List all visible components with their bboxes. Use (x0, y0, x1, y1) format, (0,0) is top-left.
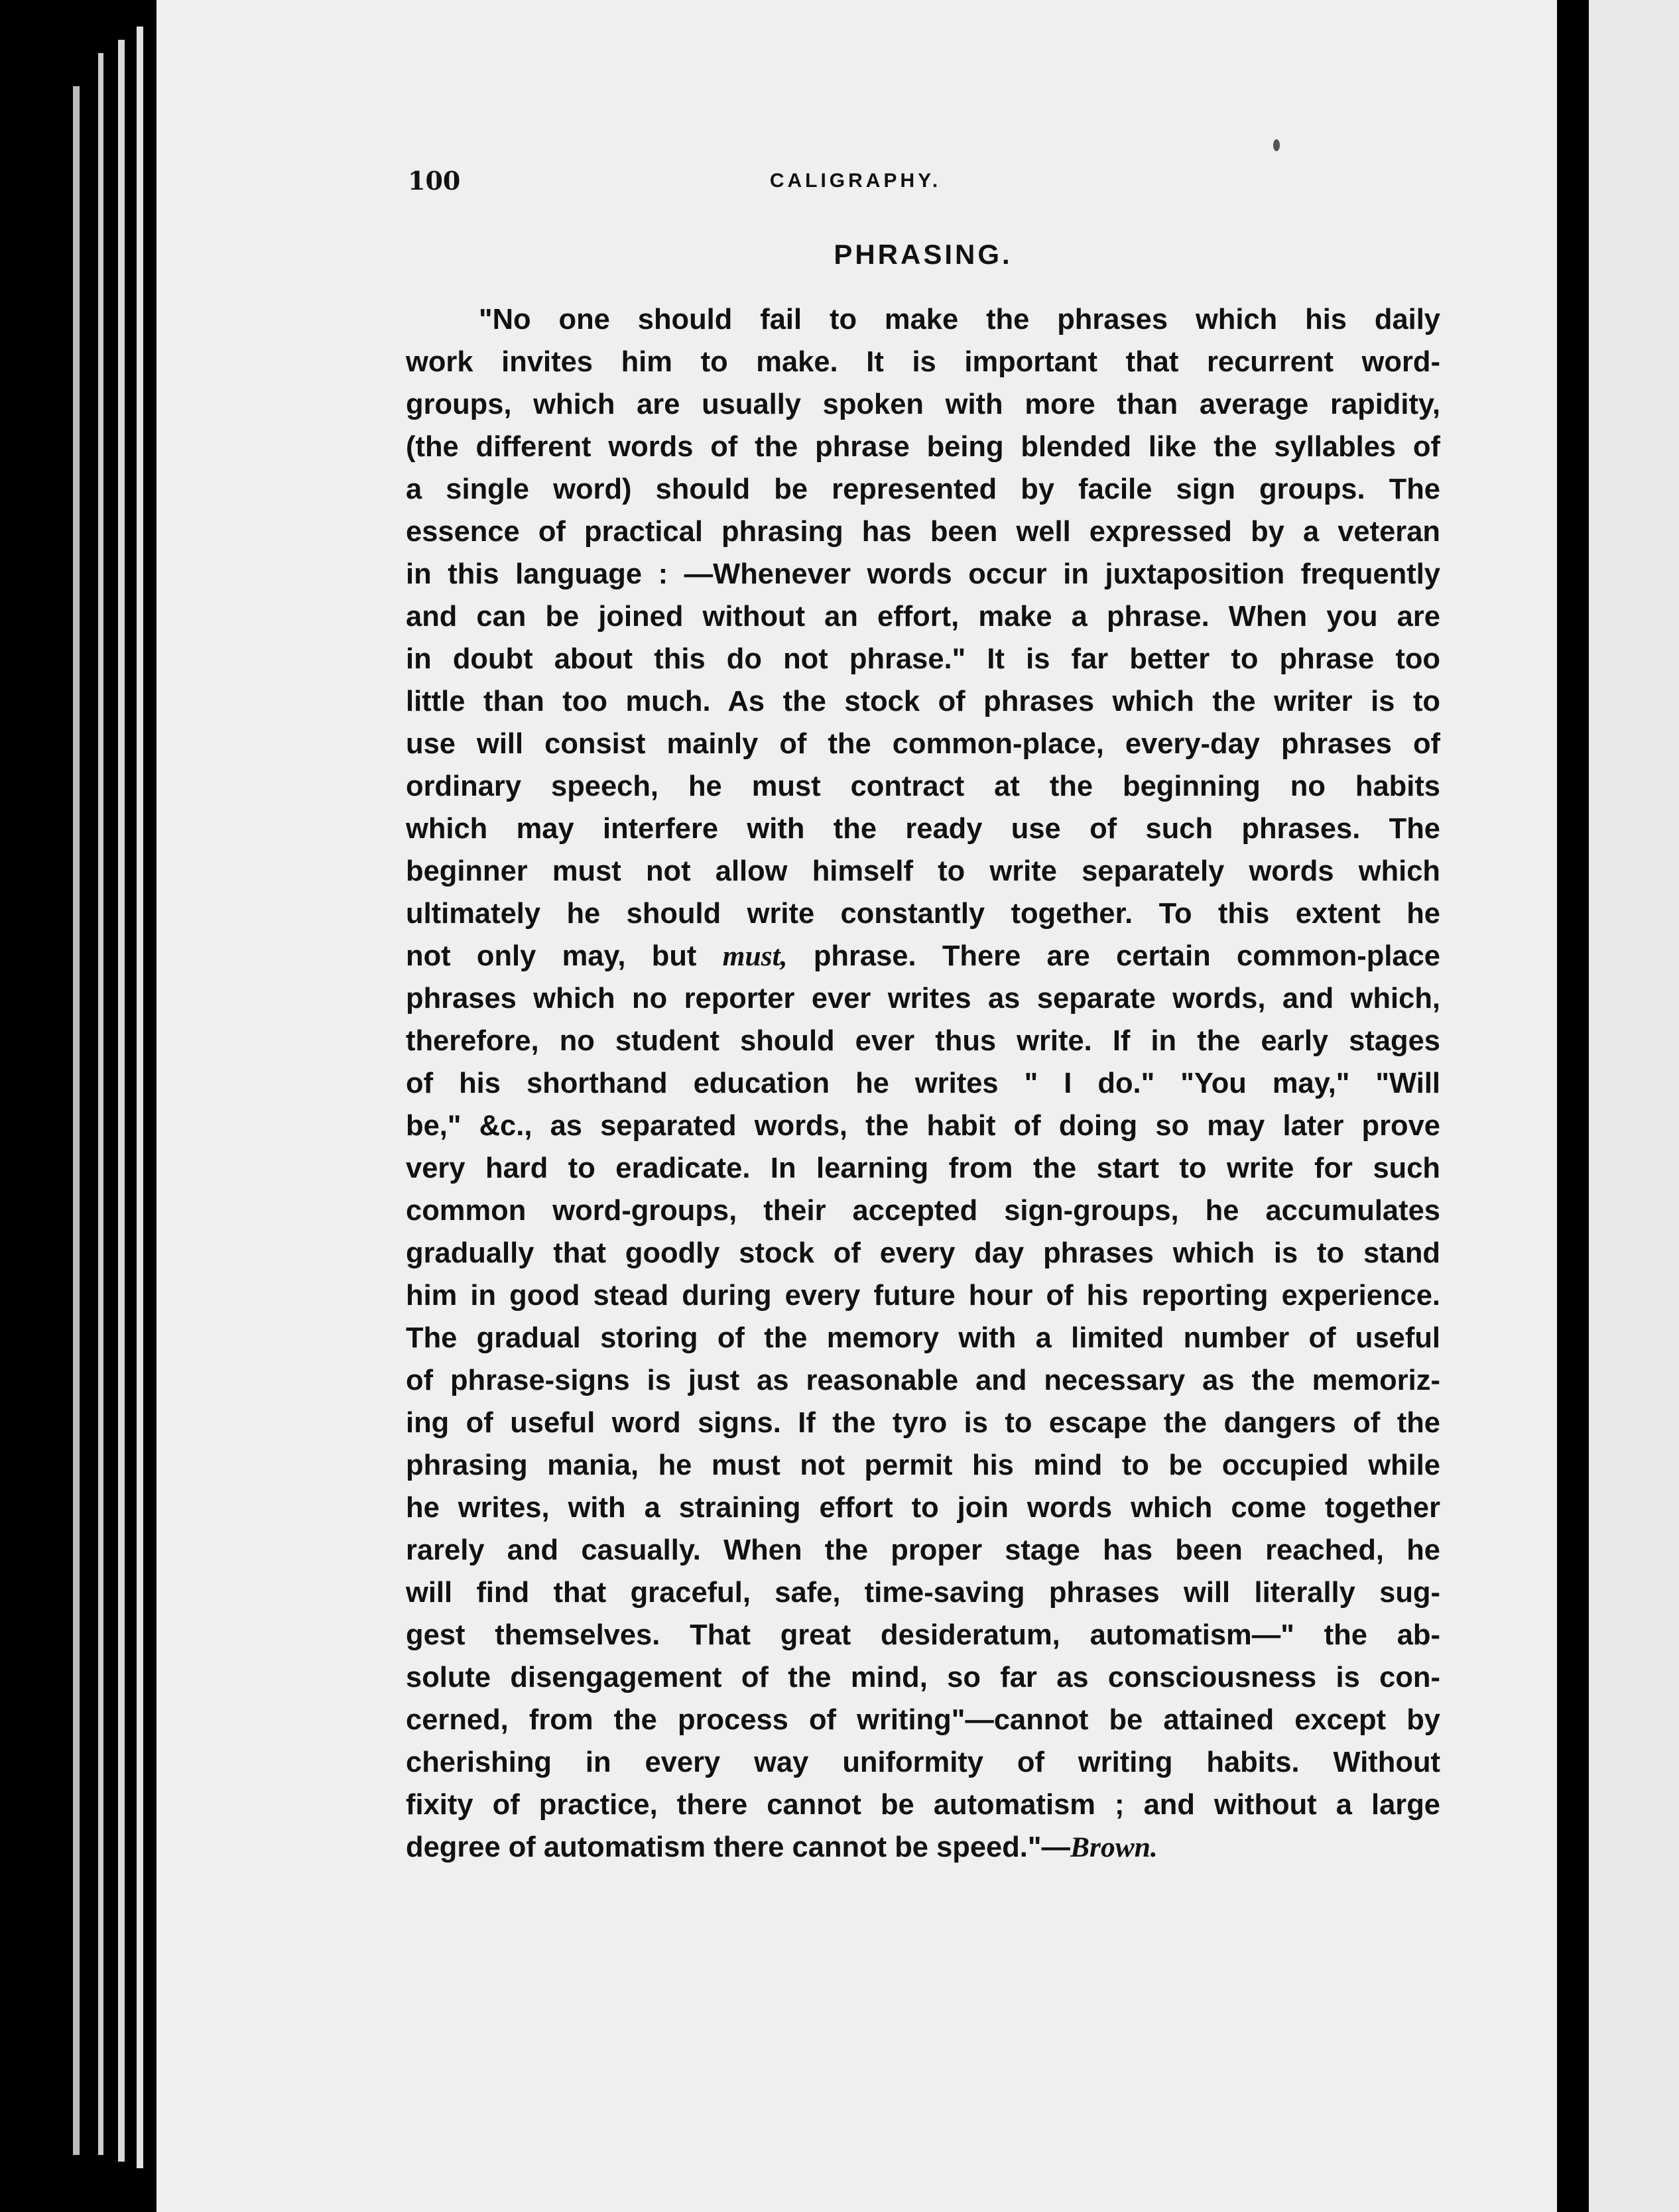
page-number: 100 (408, 166, 461, 196)
ink-speck (1273, 139, 1280, 151)
text-line: be," &c., as separated words, the habit of doing so may later prove (406, 1110, 1440, 1142)
page-edge (98, 53, 103, 2155)
text-line: him in good stead during every future hour of his reporting experience. (406, 1280, 1440, 1312)
text-line: cerned, from the process of writing"—cannot be attained except by (406, 1704, 1440, 1736)
text-line: ordinary speech, he must contract at the beginning no habits (406, 770, 1440, 802)
text-line: fixity of practice, there cannot be automatism ; and without a large (406, 1789, 1440, 1821)
text-line: of phrase-signs is just as reasonable and necessary as the memoriz- (406, 1365, 1440, 1396)
text-line: phrasing mania, he must not permit his mind to be occupied while (406, 1449, 1440, 1481)
text-line: "No one should fail to make the phrases which his daily (479, 304, 1440, 336)
text-line: essence of practical phrasing has been well expressed by a veteran (406, 516, 1440, 548)
text-line: The gradual storing of the memory with a limited number of useful (406, 1322, 1440, 1354)
section-title: PHRASING. (834, 239, 1013, 270)
text-line: (the different words of the phrase being blended like the syllables of (406, 431, 1440, 463)
attribution: Brown. (1070, 1831, 1158, 1863)
text-line: therefore, no student should ever thus write. If in the early stages (406, 1025, 1440, 1057)
text-line: in doubt about this do not phrase." It is far better to phrase too (406, 643, 1440, 675)
text-line: beginner must not allow himself to write separately words which (406, 855, 1440, 887)
text-segment: phrase. There are certain common-place (787, 940, 1440, 972)
text-segment: degree of automatism there cannot be speed."— (406, 1831, 1071, 1863)
text-line: he writes, with a straining effort to join words which come together (406, 1492, 1440, 1524)
text-line: ultimately he should write constantly together. To this extent he (406, 898, 1440, 930)
text-line (406, 1826, 1440, 1869)
text-line (406, 935, 1440, 977)
emphasis-word: must, (722, 940, 788, 972)
text-line: will find that graceful, safe, time-saving phrases will literally sug- (406, 1577, 1440, 1609)
text-line: little than too much. As the stock of phrases which the writer is to (406, 686, 1440, 717)
text-line: groups, which are usually spoken with more than average rapidity, (406, 389, 1440, 420)
text-line: rarely and casually. When the proper stage has been reached, he (406, 1534, 1440, 1566)
page-header (252, 166, 1459, 206)
text-line: common word-groups, their accepted sign-groups, he accumulates (406, 1195, 1440, 1227)
text-line: work invites him to make. It is important that recurrent word- (406, 346, 1440, 378)
text-segment: not only may, but (406, 940, 723, 972)
text-line: and can be joined without an effort, make a phrase. When you are (406, 601, 1440, 633)
page-edge (118, 40, 125, 2162)
text-line: solute disengagement of the mind, so far as consciousness is con- (406, 1662, 1440, 1693)
page-edge (73, 86, 80, 2155)
text-line: use will consist mainly of the common-place, every-day phrases of (406, 728, 1440, 760)
text-line: of his shorthand education he writes " I do." "You may," "Will (406, 1068, 1440, 1099)
page-edge (137, 27, 143, 2168)
text-line: in this language : —Whenever words occur in juxtaposition frequently (406, 558, 1440, 590)
text-line: a single word) should be represented by facile sign groups. The (406, 473, 1440, 505)
text-line: which may interfere with the ready use of such phrases. The (406, 813, 1440, 845)
running-head: CALIGRAPHY. (769, 170, 942, 192)
text-line: cherishing in every way uniformity of writing habits. Without (406, 1747, 1440, 1778)
body-paragraph (406, 298, 1440, 1869)
text-line: gest themselves. That great desideratum, automatism—" the ab- (406, 1619, 1440, 1651)
text-line: very hard to eradicate. In learning from the start to write for such (406, 1152, 1440, 1184)
text-line: ing of useful word signs. If the tyro is to escape the dangers of the (406, 1407, 1440, 1439)
text-line: phrases which no reporter ever writes as separate words, and which, (406, 983, 1440, 1014)
adjacent-page (1589, 0, 1679, 2212)
text-line: gradually that goodly stock of every day phrases which is to stand (406, 1237, 1440, 1269)
